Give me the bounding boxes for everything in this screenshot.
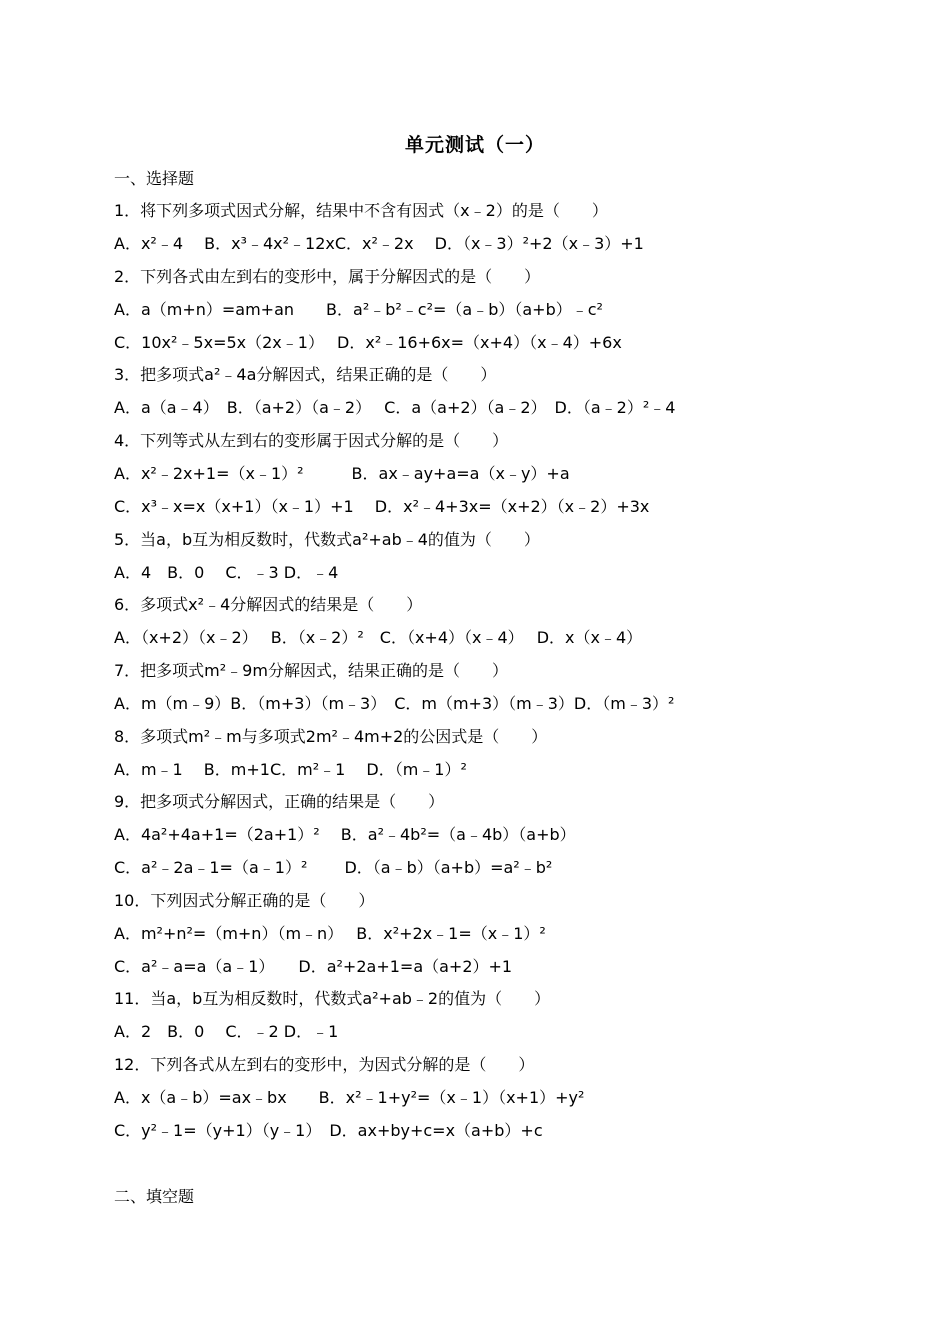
question-6: 6．多项式x²﹣4分解因式的结果是（ ） bbox=[114, 595, 423, 614]
question-1-options: A．x²﹣4 B．x³﹣4x²﹣12xC．x²﹣2x D．（x﹣3）²+2（x﹣3）+1 bbox=[114, 234, 644, 253]
question-2-options-cd: C．10x²﹣5x=5x（2x﹣1） D．x²﹣16+6x=（x+4）（x﹣4）+6x bbox=[114, 333, 622, 352]
question-5-options: A．4 B．0 C．﹣3 D．﹣4 bbox=[114, 563, 339, 582]
question-8: 8．多项式m²﹣m与多项式2m²﹣4m+2的公因式是（ ） bbox=[114, 727, 548, 746]
page-title: 单元测试（一） bbox=[404, 134, 545, 156]
question-2: 2．下列各式由左到右的变形中，属于分解因式的是（ ） bbox=[114, 267, 541, 286]
question-12-options-ab: A．x（a﹣b）=ax﹣bx B．x²﹣1+y²=（x﹣1）（x+1）+y² bbox=[114, 1088, 585, 1107]
question-12-options-cd: C．y²﹣1=（y+1）（y﹣1） D．ax+by+c=x（a+b）+c bbox=[114, 1121, 543, 1140]
question-4-options-ab: A．x²﹣2x+1=（x﹣1）² B．ax﹣ay+a=a（x﹣y）+a bbox=[114, 464, 570, 483]
question-8-options: A．m﹣1 B．m+1C．m²﹣1 D．（m﹣1）² bbox=[114, 760, 467, 779]
question-6-options: A．（x+2）（x﹣2） B．（x﹣2）² C．（x+4）（x﹣4） D．x（x﹣4） bbox=[114, 628, 643, 647]
question-9: 9．把多项式分解因式，正确的结果是（ ） bbox=[114, 792, 445, 811]
question-2-options-ab: A．a（m+n）=am+an B．a²﹣b²﹣c²=（a﹣b）（a+b）﹣c² bbox=[114, 300, 603, 319]
question-4-options-cd: C．x³﹣x=x（x+1）（x﹣1）+1 D．x²﹣4+3x=（x+2）（x﹣2）+3x bbox=[114, 497, 650, 516]
question-11: 11．当a，b互为相反数时，代数式a²+ab﹣2的值为（ ） bbox=[114, 989, 551, 1008]
question-10-options-cd: C．a²﹣a=a（a﹣1） D．a²+2a+1=a（a+2）+1 bbox=[114, 957, 513, 976]
question-11-options: A．2 B．0 C．﹣2 D．﹣1 bbox=[114, 1022, 339, 1041]
question-9-options-cd: C．a²﹣2a﹣1=（a﹣1）² D．（a﹣b）（a+b）=a²﹣b² bbox=[114, 858, 553, 877]
question-7-options: A．m（m﹣9）B．（m+3）（m﹣3） C．m（m+3）（m﹣3）D．（m﹣3）² bbox=[114, 694, 675, 713]
question-4: 4．下列等式从左到右的变形属于因式分解的是（ ） bbox=[114, 431, 509, 450]
question-1: 1．将下列多项式因式分解，结果中不含有因式（x﹣2）的是（ ） bbox=[114, 201, 608, 220]
question-5: 5．当a，b互为相反数时，代数式a²+ab﹣4的值为（ ） bbox=[114, 530, 540, 549]
question-10-options-ab: A．m²+n²=（m+n）（m﹣n） B．x²+2x﹣1=（x﹣1）² bbox=[114, 924, 546, 943]
section-heading-choice: 一、选择题 bbox=[114, 169, 195, 188]
question-3-options: A．a（a﹣4） B．（a+2）（a﹣2） C．a（a+2）（a﹣2） D．（a﹣2）²﹣4 bbox=[114, 398, 676, 417]
question-7: 7．把多项式m²﹣9m分解因式，结果正确的是（ ） bbox=[114, 661, 508, 680]
question-9-options-ab: A．4a²+4a+1=（2a+1）² B．a²﹣4b²=（a﹣4b）（a+b） bbox=[114, 825, 576, 844]
question-10: 10．下列因式分解正确的是（ ） bbox=[114, 891, 375, 910]
question-3: 3．把多项式a²﹣4a分解因式，结果正确的是（ ） bbox=[114, 365, 497, 384]
section-heading-fill-in: 二、填空题 bbox=[114, 1187, 195, 1206]
question-12: 12．下列各式从左到右的变形中，为因式分解的是（ ） bbox=[114, 1055, 535, 1074]
